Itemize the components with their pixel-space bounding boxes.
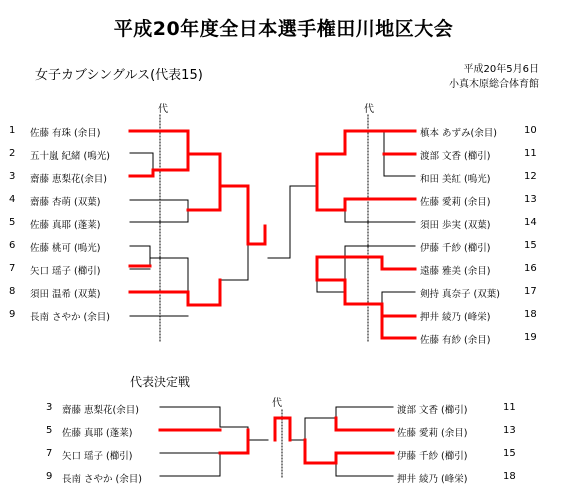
player-name: 齋藤 杏萌 (双葉) [30, 197, 101, 208]
player-number: 7 [46, 448, 53, 459]
event-venue: 小真木原総合体育館 [449, 79, 539, 90]
player-number: 6 [9, 240, 16, 251]
player-name: 佐藤 有紗 (余目) [420, 335, 491, 346]
player-number: 2 [9, 148, 16, 159]
player-number: 15 [503, 448, 516, 459]
player-number: 5 [46, 425, 53, 436]
representative-marker: 代 [364, 104, 374, 115]
player-number: 16 [524, 263, 537, 274]
player-name: 長南 さやか (余目) [30, 312, 110, 323]
representative-marker: 代 [272, 398, 282, 409]
player-number: 1 [9, 125, 16, 136]
player-name: 押井 綾乃 (峰栄) [397, 474, 468, 485]
player-number: 10 [524, 125, 537, 136]
player-number: 13 [524, 194, 537, 205]
player-number: 19 [524, 332, 537, 343]
player-name: 須田 温希 (双葉) [30, 289, 101, 300]
player-name: 槙本 あずみ(余目) [420, 128, 497, 139]
player-name: 剣持 真奈子 (双葉) [420, 289, 500, 300]
player-name: 長南 さやか (余目) [62, 474, 142, 485]
player-name: 押井 綾乃 (峰栄) [420, 312, 491, 323]
player-name: 齋藤 恵梨花(余目) [30, 174, 107, 185]
player-number: 11 [503, 402, 516, 413]
player-name: 矢口 瑶子 (櫛引) [30, 266, 101, 277]
player-number: 5 [9, 217, 16, 228]
event-subtitle: 女子カブシングルス(代表15) [35, 68, 203, 83]
player-number: 7 [9, 263, 16, 274]
player-name: 須田 歩実 (双葉) [420, 220, 491, 231]
player-name: 伊藤 千紗 (櫛引) [420, 243, 491, 254]
final-section-title: 代表決定戦 [130, 375, 191, 389]
player-number: 9 [46, 471, 53, 482]
player-number: 13 [503, 425, 516, 436]
representative-marker: 代 [158, 104, 168, 115]
player-name: 佐藤 愛莉 (余目) [397, 428, 468, 439]
player-name: 渡部 文香 (櫛引) [397, 405, 468, 416]
player-number: 14 [524, 217, 537, 228]
player-number: 15 [524, 240, 537, 251]
player-name: 佐藤 真耶 (蓬莱) [62, 428, 133, 439]
player-name: 伊藤 千紗 (櫛引) [397, 451, 468, 462]
player-number: 18 [524, 309, 537, 320]
player-number: 12 [524, 171, 537, 182]
page-title: 平成20年度全日本選手権田川地区大会 [113, 18, 454, 40]
player-number: 8 [9, 286, 16, 297]
event-date: 平成20年5月6日 [463, 64, 539, 75]
player-name: 遠藤 雅美 (余目) [420, 266, 491, 277]
player-name: 和田 美紅 (鳴光) [420, 174, 491, 185]
player-number: 9 [9, 309, 16, 320]
player-name: 佐藤 真耶 (蓬莱) [30, 220, 101, 231]
player-number: 3 [46, 402, 53, 413]
player-number: 18 [503, 471, 516, 482]
player-name: 齋藤 恵梨花(余目) [62, 405, 139, 416]
player-number: 17 [524, 286, 537, 297]
player-number: 11 [524, 148, 537, 159]
player-name: 佐藤 有珠 (余目) [30, 128, 101, 139]
player-name: 佐藤 愛莉 (余目) [420, 197, 491, 208]
player-name: 五十嵐 紀緒 (鳴光) [30, 151, 110, 162]
player-number: 4 [9, 194, 16, 205]
player-number: 3 [9, 171, 16, 182]
player-name: 佐藤 桃可 (鳴光) [30, 243, 101, 254]
player-name: 渡部 文香 (櫛引) [420, 151, 491, 162]
player-name: 矢口 瑶子 (櫛引) [62, 451, 133, 462]
